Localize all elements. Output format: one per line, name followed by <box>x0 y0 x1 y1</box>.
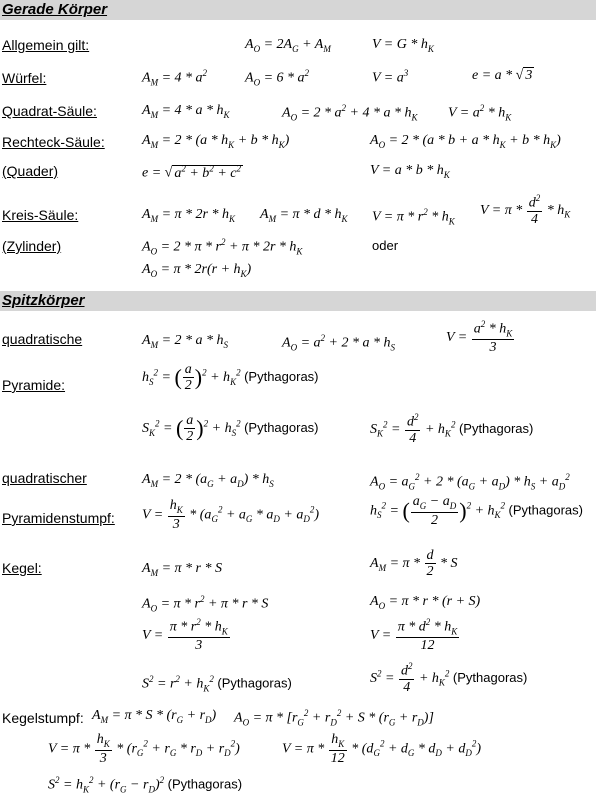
label-quadrat-saeule: Quadrat-Säule: <box>2 103 97 119</box>
formula-pyramide-ao: $A_O = a^2 + 2 * a * h_S$ <box>282 333 395 353</box>
formula-wuerfel-ao: $A_O = 6 * a^2$ <box>245 68 310 88</box>
formula-pyramide-sk-d: $S_K^2$ = $\frac{d^2}{4}$ + $h_K^2$ (Pythagoras) <box>370 412 534 447</box>
formula-kegelstumpf-s: $S^2 = h_K^2 + (r_G - r_D)^2$ (Pythagoras) <box>48 775 243 795</box>
formula-kreis-v-r: $V = \pi * r^2 * h_K$ <box>372 207 455 227</box>
formula-stumpf-am: $A_M = 2 * (a_G + a_D) * h_S$ <box>142 472 274 489</box>
label-quader: (Quader) <box>2 163 59 179</box>
label-quadratische: quadratische <box>2 331 83 347</box>
formula-wuerfel-am: $A_M = 4 * a^2$ <box>142 68 208 88</box>
text-pythagoras: (Pythagoras) <box>167 776 243 792</box>
label-quadratischer: quadratischer <box>2 470 87 486</box>
text-pythagoras: (Pythagoras) <box>452 669 528 685</box>
text-oder: oder <box>372 238 399 253</box>
text-pythagoras: (Pythagoras) <box>458 420 534 436</box>
formula-zylinder-ao-alt: $A_O = \pi * 2r(r + h_K)$ <box>142 262 252 279</box>
formula-stumpf-v: V = $\frac{h_K}{3}$ * $(a_G^2 + a_G * a_D + a_D^2)$ <box>142 498 320 532</box>
formula-kegelstumpf-v: V = π * $\frac{h_K}{3}$ * $(r_G^2 + r_G * r_D + r_D^2)$ <box>48 732 240 766</box>
formula-zylinder-ao: $A_O = 2 * \pi * r^2 + \pi * 2r * h_K$ <box>142 237 303 257</box>
section-title: Spitzkörper <box>2 292 85 309</box>
label-pyramidenstumpf: Pyramidenstumpf: <box>2 510 115 526</box>
section-header-gerade-koerper <box>0 0 596 20</box>
formula-pyramide-hs: $h_S^2$ = ( $\frac{a}{2}$ )$^2 + h_K^2$ (Pythagoras) <box>142 362 319 394</box>
text-pythagoras: (Pythagoras) <box>217 675 292 691</box>
formula-pyramide-v: V = $\frac{a^2 * h_K}{3}$ <box>446 319 513 356</box>
section-header-spitzkoerper <box>0 291 596 311</box>
formula-wuerfel-v: $V = a^3$ <box>372 68 409 86</box>
formula-rechteck-ao: $A_O = 2 * (a * b + a * h_K + b * h_K)$ <box>370 133 561 150</box>
formula-kreis-am-d: $A_M = \pi * d * h_K$ <box>260 207 348 224</box>
label-zylinder: (Zylinder) <box>2 238 62 254</box>
formula-kreis-am-r: $A_M = \pi * 2r * h_K$ <box>142 207 235 224</box>
label-allgemein: Allgemein gilt: <box>2 37 90 53</box>
formula-wuerfel-e: e = a * √ 3 <box>472 68 533 83</box>
formula-pyramide-sk: $S_K^2$ = ( $\frac{a}{2}$ )$^2 + h_S^2$ (Pythagoras) <box>142 413 319 445</box>
formula-v-general: $V = G * h_K$ <box>372 37 434 54</box>
label-kegel: Kegel: <box>2 560 42 576</box>
formula-rechteck-am: $A_M = 2 * (a * h_K + b * h_K)$ <box>142 133 290 150</box>
formula-kegel-am-d: $A_M = \pi$ * $\frac{d}{2}$ * S <box>370 548 458 580</box>
label-pyramide: Pyramide: <box>2 377 66 393</box>
formula-stumpf-ao: $A_O = a_G^2 + 2 * (a_G + a_D) * h_S + a_D^2$ <box>370 472 570 492</box>
label-rechteck-saeule: Rechteck-Säule: <box>2 134 105 150</box>
formula-kegelstumpf-v-d: V = π * $\frac{h_K}{12}$ * $(d_G^2 + d_G * d_D + d_D^2)$ <box>282 732 482 766</box>
text-pythagoras: (Pythagoras) <box>508 502 583 518</box>
formula-quadrat-v: $V = a^2 * h_K$ <box>448 103 512 123</box>
text-pythagoras: (Pythagoras) <box>244 369 319 385</box>
formula-ao-general: $A_O = 2A_G + A_M$ <box>245 37 331 54</box>
formula-kegel-v-d: V = $\frac{\pi * d^2 * h_K}{12}$ <box>370 617 458 654</box>
label-wuerfel: Würfel: <box>2 70 47 86</box>
label-kreis-saeule: Kreis-Säule: <box>2 207 79 223</box>
formula-kegel-v: V = $\frac{\pi * r^2 * h_K}{3}$ <box>142 617 228 654</box>
label-kegelstumpf: Kegelstumpf: <box>2 710 84 726</box>
formula-pyramide-am: $A_M = 2 * a * h_S$ <box>142 333 229 350</box>
formula-kegel-s-d: $S^2$ = $\frac{d^2}{4}$ + $h_K^2$ (Pythagoras) <box>370 661 528 696</box>
formula-stumpf-hs: $h_S^2$ = ( $\frac{a_G - a_D}{2}$ )$^2 + h_K^2$ (Pythagoras) <box>370 494 583 528</box>
formula-kegel-ao-alt: $A_O = \pi * r * (r + S)$ <box>370 594 481 611</box>
formula-kegel-am: $A_M = \pi * r * S$ <box>142 561 222 578</box>
formula-kegel-s: $S^2 = r^2 + h_K^2$ (Pythagoras) <box>142 674 292 694</box>
formula-kegel-ao: $A_O = \pi * r^2 + \pi * r * S$ <box>142 594 269 614</box>
formula-kreis-v-d: V = π * $\frac{d^2}{4}$ * $h_K$ <box>480 193 571 228</box>
formula-quadrat-ao: $A_O = 2 * a^2 + 4 * a * h_K$ <box>282 103 418 123</box>
formula-kegelstumpf-am: $A_M = \pi * S * (r_G + r_D)$ <box>92 708 217 725</box>
formula-quadrat-am: $A_M = 4 * a * h_K$ <box>142 103 230 120</box>
text-pythagoras: (Pythagoras) <box>244 420 319 436</box>
section-title: Gerade Körper <box>2 1 108 18</box>
formula-quader-e: e = √ $a^2 + b^2 + c^2$ <box>142 163 241 181</box>
formula-quader-v: $V = a * b * h_K$ <box>370 163 450 180</box>
formula-kegelstumpf-ao: $A_O = \pi * [r_G^2 + r_D^2 + S * (r_G + r_D)]$ <box>234 708 434 728</box>
